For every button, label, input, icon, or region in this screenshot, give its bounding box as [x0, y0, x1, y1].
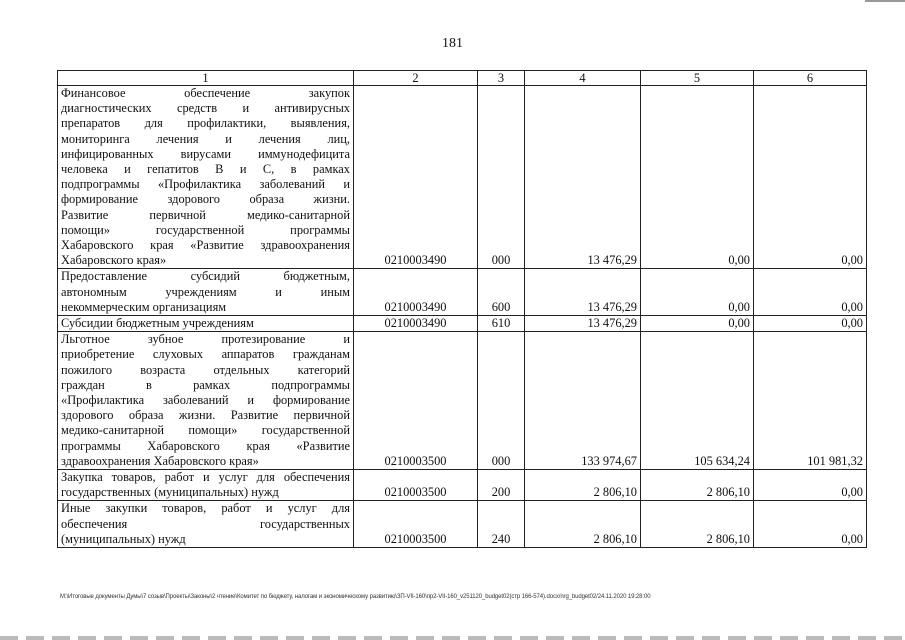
row-value-col4-cell: 2 806,10 — [525, 501, 641, 548]
row-code-cell: 0210003490 — [354, 269, 478, 316]
row-name-line: приобретение слуховых аппаратов гражданам — [61, 347, 350, 362]
table-row — [58, 332, 867, 470]
row-value-col4-cell: 13 476,29 — [525, 86, 641, 269]
row-value-col6-cell: 0,00 — [754, 269, 867, 316]
row-name-line: автономным учреждениям и иным — [61, 284, 350, 299]
row-name-line: Хабаровского края «Развитие здравоохранения — [61, 238, 350, 253]
row-name-line: пожилого возраста отдельных категорий — [61, 362, 350, 377]
table-row — [58, 316, 867, 332]
row-expense-type-cell: 200 — [478, 470, 525, 501]
row-name-line: подпрограммы «Профилактика заболеваний и — [61, 177, 350, 192]
row-name-cell — [58, 269, 354, 316]
row-value-col5-cell: 2 806,10 — [641, 501, 754, 548]
row-name-line: Льготное зубное протезирование и — [61, 332, 350, 347]
row-name-cell — [58, 470, 354, 501]
row-name-line: здорового образа жизни. Развитие первичной — [61, 408, 350, 423]
row-name-cell — [58, 86, 354, 269]
table-row — [58, 501, 867, 548]
row-value-col5-cell: 0,00 — [641, 86, 754, 269]
document-footer-path: M:\Итоговые документы Думы\7 созыв\Проекты\Законы\2 чтение\Комитет по бюджету, налогам и экономическому развитию\ЗП-VII-160\пр2-VII-160_v251120_budget02(стр 166-574).docx/nrg_budget02/24.11.2020 19:28:00 — [60, 594, 651, 600]
row-name-line: государственных (муниципальных) нужд — [61, 485, 279, 500]
header-cell-3: 3 — [478, 71, 525, 86]
row-value-col5-cell: 0,00 — [641, 269, 754, 316]
row-name-cell — [58, 332, 354, 470]
row-value-col6-cell: 0,00 — [754, 501, 867, 548]
row-value-col6-cell: 101 981,32 — [754, 332, 867, 470]
row-expense-type-cell: 600 — [478, 269, 525, 316]
row-value-col4-cell: 133 974,67 — [525, 332, 641, 470]
header-cell-4: 4 — [525, 71, 641, 86]
row-name-line: помощи» государственной программы — [61, 222, 350, 237]
row-name-cell — [58, 501, 354, 548]
row-name-line: некоммерческим организациям — [61, 299, 227, 314]
row-expense-type-cell: 240 — [478, 501, 525, 548]
header-cell-2: 2 — [354, 71, 478, 86]
row-value-col5-cell: 0,00 — [641, 316, 754, 332]
row-name-line: здравоохранения Хабаровского края» — [61, 453, 259, 468]
row-name-line: медико-санитарной помощи» государственной — [61, 423, 350, 438]
row-name-line: Хабаровского края» — [61, 253, 167, 268]
row-expense-type-cell: 000 — [478, 86, 525, 269]
row-name-line: Субсидии бюджетным учреждениям — [61, 316, 254, 331]
scan-bottom-strip — [0, 636, 905, 640]
row-name-line: «Профилактика заболеваний и формирование — [61, 393, 350, 408]
row-name-line: обеспечения государственных — [61, 516, 350, 531]
row-value-col5-cell: 105 634,24 — [641, 332, 754, 470]
row-name-line: программы Хабаровского края «Развитие — [61, 438, 350, 453]
row-name-line: инфицированных вирусами иммунодефицита — [61, 146, 350, 161]
row-value-col5-cell: 2 806,10 — [641, 470, 754, 501]
header-cell-5: 5 — [641, 71, 754, 86]
row-value-col6-cell: 0,00 — [754, 86, 867, 269]
row-code-cell: 0210003500 — [354, 501, 478, 548]
row-expense-type-cell: 610 — [478, 316, 525, 332]
budget-table-body — [58, 71, 867, 548]
row-name-line: Иные закупки товаров, работ и услуг для — [61, 501, 350, 516]
row-code-cell: 0210003500 — [354, 332, 478, 470]
header-cell-6: 6 — [754, 71, 867, 86]
scan-edge-mark — [865, 0, 905, 2]
row-name-line: Предоставление субсидий бюджетным, — [61, 269, 350, 284]
row-value-col4-cell: 2 806,10 — [525, 470, 641, 501]
row-value-col4-cell: 13 476,29 — [525, 316, 641, 332]
table-row — [58, 470, 867, 501]
row-name-line: (муниципальных) нужд — [61, 531, 186, 546]
row-name-line: человека и гепатитов В и С, в рамках — [61, 162, 350, 177]
table-row — [58, 86, 867, 269]
row-code-cell: 0210003490 — [354, 316, 478, 332]
row-code-cell: 0210003500 — [354, 470, 478, 501]
header-cell-1: 1 — [58, 71, 354, 86]
row-name-line: формирование здорового образа жизни. — [61, 192, 350, 207]
row-name-line: диагностических средств и антивирусных — [61, 101, 350, 116]
row-expense-type-cell: 000 — [478, 332, 525, 470]
row-name-line: Закупка товаров, работ и услуг для обеспечения — [61, 470, 350, 485]
row-name-line: мониторинга лечения и лечения лиц, — [61, 131, 350, 146]
row-name-line: граждан в рамках подпрограммы — [61, 377, 350, 392]
budget-table — [57, 70, 867, 548]
row-value-col6-cell: 0,00 — [754, 316, 867, 332]
row-code-cell: 0210003490 — [354, 86, 478, 269]
row-name-line: препаратов для профилактики, выявления, — [61, 116, 350, 131]
page-number: 181 — [442, 36, 463, 51]
row-name-line: Развитие первичной медико-санитарной — [61, 207, 350, 222]
row-value-col6-cell: 0,00 — [754, 470, 867, 501]
row-value-col4-cell: 13 476,29 — [525, 269, 641, 316]
row-name-cell — [58, 316, 354, 332]
table-row — [58, 269, 867, 316]
header-row — [58, 71, 867, 86]
row-name-line: Финансовое обеспечение закупок — [61, 86, 350, 100]
